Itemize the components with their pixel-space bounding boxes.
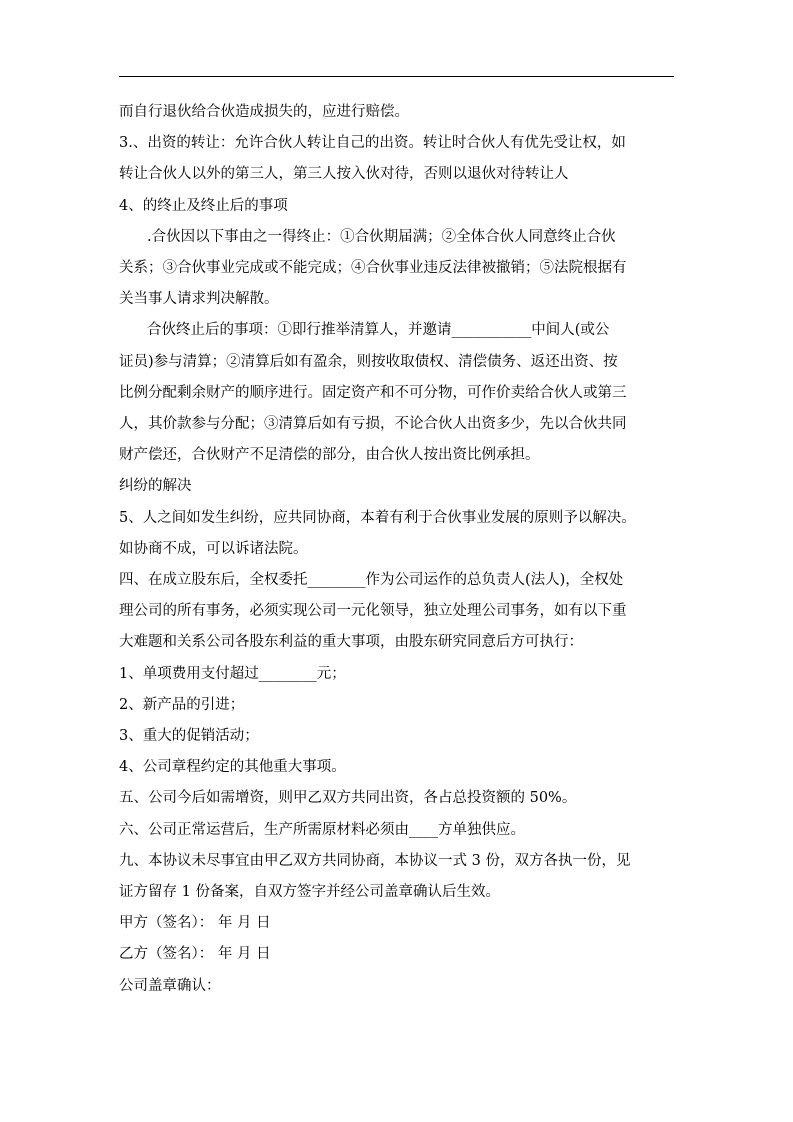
text-line: 关当事人请求判决解散。 [119,291,279,308]
signature-line-party-a: 甲方（签名）： 年 月 日 [119,915,271,932]
text-line: 证方留存 1 份备案，自双方签字并经公司盖章确认后生效。 [119,884,500,901]
text-line: 3.、出资的转让：允许合伙人转让自己的出资。转让时合伙人有优先受让权，如 [119,135,626,152]
text-line: .合伙因以下事由之一得终止：①合伙期届满；②全体合伙人同意终止合伙 [147,228,616,245]
text-line: 九、本协议未尽事宜由甲乙双方共同协商，本协议一式 3 份，双方各执一份，见 [119,852,631,869]
text-line: 五、公司今后如需增资，则甲乙双方共同出资，各占总投资额的 50%。 [119,790,577,807]
text-line: 人，其价款参与分配；③清算后如有亏损，不论合伙人出资多少，先以合伙共同 [119,416,627,433]
text-line: 六、公司正常运营后，生产所需原材料必须由____方单独供应。 [119,821,525,838]
text-line: 关系；③合伙事业完成或不能完成；④合伙事业违反法律被撤销；⑤法院根据有 [119,260,627,277]
document-body [119,97,674,1002]
text-line: 四、在成立股东后，全权委托________作为公司运作的总负责人(法人)，全权处 [119,572,624,589]
signature-line-party-b: 乙方（签名）： 年 月 日 [119,946,271,963]
list-item: 4、公司章程约定的其他重大事项。 [119,759,346,776]
text-line: 而自行退伙给合伙造成损失的，应进行赔偿。 [119,104,409,120]
header-rule [119,76,674,77]
section-heading: 4、的终止及终止后的事项 [119,197,288,214]
section-heading: 纠纷的解决 [119,478,192,495]
list-item: 3、重大的促销活动； [119,728,259,745]
company-seal-line: 公司盖章确认： [119,977,221,994]
text-line: 大难题和关系公司各股东利益的重大事项，由股东研究同意后方可执行： [119,634,583,651]
text-line: 合伙终止后的事项：①即行推举清算人，并邀请___________中间人(或公 [147,322,610,339]
text-line: 比例分配剩余财产的顺序进行。固定资产和不可分物，可作价卖给合伙人或第三 [119,384,627,401]
text-line: 5、人之间如发生纠纷，应共同协商，本着有利于合伙事业发展的原则予以解决。 [119,509,636,526]
text-line: 理公司的所有事务，必须实现公司一元化领导，独立处理公司事务，如有以下重 [119,603,627,620]
text-line: 财产偿还，合伙财产不足清偿的部分，由合伙人按出资比例承担。 [119,447,540,464]
text-line: 如协商不成，可以诉诸法院。 [119,540,308,557]
text-line: 证员)参与清算；②清算后如有盈余，则按收取债权、清偿债务、返还出资、按 [119,353,618,370]
list-item: 2、新产品的引进； [119,696,245,713]
list-item: 1、单项费用支付超过________元； [119,665,346,682]
text-line: 转让合伙人以外的第三人，第三人按入伙对待，否则以退伙对待转让人 [119,166,569,183]
